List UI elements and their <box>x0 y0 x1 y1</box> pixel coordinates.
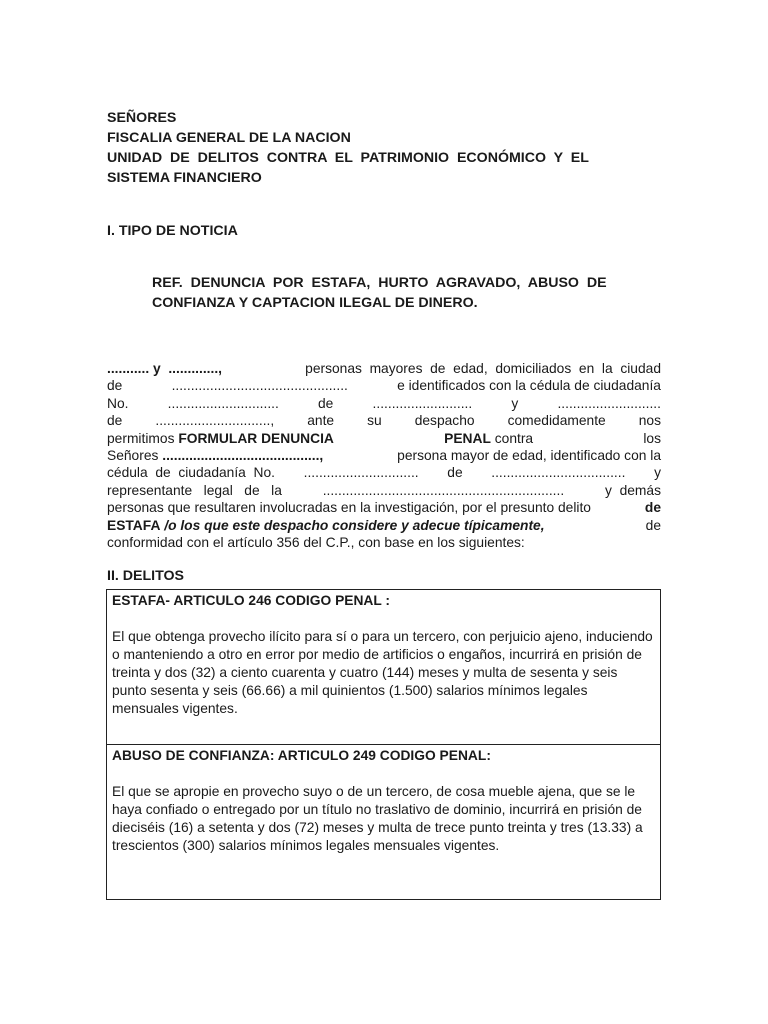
text-run: ante <box>307 413 335 429</box>
table-row <box>107 745 661 900</box>
reference-line: CONFIANZA Y CAPTACION ILEGAL DE DINERO. <box>152 295 478 311</box>
table-row <box>107 590 661 745</box>
emphasis-text: FORMULAR DENUNCIA <box>178 430 334 446</box>
reference-line: REF. DENUNCIA POR ESTAFA, HURTO AGRAVADO, ABUSO DE <box>152 275 607 291</box>
crime-description: El que obtenga provecho ilícito para sí o para un tercero, con perjuicio ajeno, induciendo o manteniendo a otro en error por medio de artificios o engaños, incurrirá en prisión de treinta y dos (32) a ciento cuarenta y cuatro (144) meses y multa de sesenta y seis punto sesenta y seis (66.66) a mil quinientos (1.500) salarios mínimos legales mensuales vigentes. <box>112 629 653 717</box>
document-page <box>107 108 661 900</box>
crime-title: ESTAFA- ARTICULO 246 CODIGO PENAL : <box>112 593 391 609</box>
crimes-table <box>106 589 661 900</box>
addressee-line: UNIDAD DE DELITOS CONTRA EL PATRIMONIO ECONÓMICO Y EL <box>107 150 589 166</box>
table-cell <box>107 590 661 745</box>
blank-company: ............................................................... <box>322 482 565 498</box>
text-run: de <box>107 378 123 394</box>
addressee-line: SISTEMA FINANCIERO <box>107 170 262 186</box>
paragraph-line <box>107 412 661 429</box>
section-title-delitos: II. DELITOS <box>107 568 184 585</box>
text-run: de <box>318 395 334 411</box>
paragraph-line <box>107 464 661 481</box>
addressee-line: FISCALIA GENERAL DE LA NACION <box>107 130 351 146</box>
text-run: y demás <box>605 482 661 498</box>
blank-id: ........................... <box>557 395 661 411</box>
paragraph-line <box>107 360 661 377</box>
text-run: personas mayores de edad, domiciliados en la ciudad <box>305 361 661 376</box>
addressee-line: SEÑORES <box>107 110 177 126</box>
text-run: conformidad con el artículo 356 del C.P., con base en los siguientes: <box>107 535 525 551</box>
section-title-tipo-noticia: I. TIPO DE NOTICIA <box>107 223 238 239</box>
text-run: y <box>511 395 519 411</box>
text-run: y <box>654 465 661 481</box>
text-run: cédula de ciudadanía No. <box>107 465 275 481</box>
paragraph-line <box>107 482 661 499</box>
text-run: nos <box>638 413 661 429</box>
text-run: persona mayor de edad, identificado con la <box>397 448 661 464</box>
blank-id-city: .............................., <box>155 413 275 429</box>
table-cell <box>107 745 661 900</box>
text-run: despacho <box>414 413 475 429</box>
paragraph-line <box>107 517 661 534</box>
paragraph-line <box>107 447 661 464</box>
text-run: contra <box>494 430 534 446</box>
text-run: los <box>643 430 661 446</box>
crime-title: ABUSO DE CONFIANZA: ARTICULO 249 CODIGO PENAL: <box>112 748 491 764</box>
emphasis-text: /o los que este despacho considere y adecue típicamente, <box>164 517 545 533</box>
text-run: representante legal de la <box>107 482 282 498</box>
text-run: permitimos <box>107 430 175 446</box>
emphasis-text: ESTAFA <box>107 517 161 533</box>
text-run: de <box>645 517 661 533</box>
paragraph-line <box>107 534 661 551</box>
blank-id: ............................. <box>167 395 279 411</box>
text-run: Señores <box>107 448 159 464</box>
crime-description: El que se apropie en provecho suyo o de un tercero, de cosa mueble ajena, que se le haya confiado o entregado por un título no traslativo de dominio, incurrirá en prisión de dieciséis (16) a setenta y dos (72) meses y multa de trece punto treinta y tres (13.33) a trescientos (300) salarios mínimos legales mensuales vigentes. <box>112 784 643 854</box>
paragraph-line <box>107 499 661 516</box>
text-run: comedidamente <box>507 413 606 429</box>
text-run: su <box>367 413 382 429</box>
paragraph-line <box>107 395 661 412</box>
reference-block <box>107 273 661 313</box>
blank-city: .............................................. <box>171 378 348 394</box>
text-run: de <box>107 413 123 429</box>
text-run: de <box>447 465 463 481</box>
text-run: No. <box>107 395 129 411</box>
complaint-paragraph <box>107 360 661 551</box>
paragraph-line <box>107 377 661 394</box>
emphasis-text: de <box>644 500 661 516</box>
text-run: e identificados con la cédula de ciudadanía <box>397 378 661 394</box>
addressee-block <box>107 108 661 188</box>
text-run: personas que resultaren involucradas en la investigación, por el presunto delito <box>107 500 591 516</box>
blank-id: .............................. <box>303 465 419 481</box>
blank-id-city: .......................... <box>372 395 473 411</box>
blank-accused: ........................................., <box>162 448 324 464</box>
emphasis-text: PENAL <box>444 430 491 446</box>
blank-id-city: ................................... <box>491 465 626 481</box>
blank-names: ........... y ............., <box>107 361 223 376</box>
paragraph-line <box>107 430 661 447</box>
